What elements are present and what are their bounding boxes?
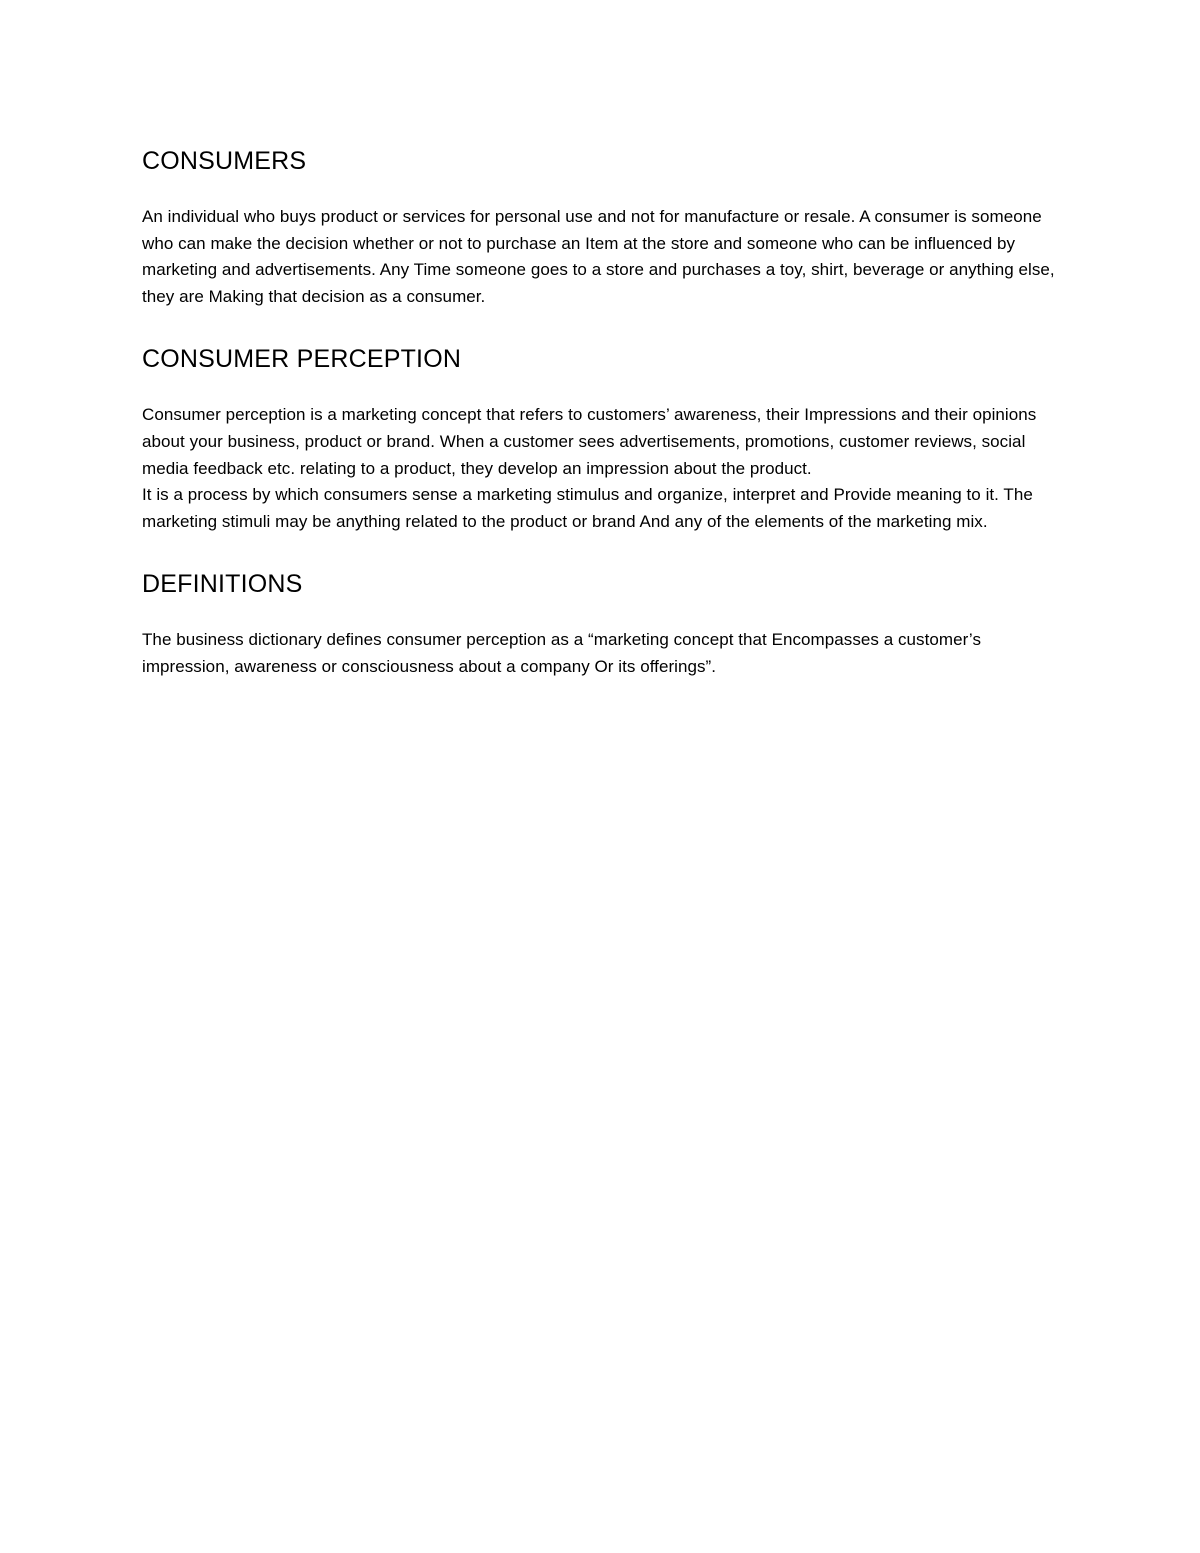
document-page xyxy=(142,140,1072,681)
section-consumers xyxy=(142,140,1072,310)
heading-consumer-perception: CONSUMER PERCEPTION xyxy=(142,345,462,374)
paragraph-consumers-definition: An individual who buys product or services for personal use and not for manufacture or resale. A consumer is someone who can make the decision whether or not to purchase an Item at the store and someone who can be influenced by marketing and advertisements. Any Time someone goes to a store and purchases a toy, shirt, beverage or anything else, they are Making that decision as a consumer. xyxy=(142,207,1055,306)
heading-consumers: CONSUMERS xyxy=(142,147,307,175)
section-consumer-perception xyxy=(142,338,1072,535)
heading-definitions: DEFINITIONS xyxy=(142,570,303,599)
paragraph-perception-concept: Consumer perception is a marketing concept that refers to customers’ awareness, their Impressions and their opinions about your business, product or brand. When a customer sees advertisements, promotions, customer reviews, social media feedback etc. relating to a product, they develop an impression about the product. xyxy=(142,405,1037,478)
section-definitions xyxy=(142,563,1072,680)
paragraph-definitions-dictionary: The business dictionary defines consumer perception as a “marketing concept that Encompasses a customer’s impression, awareness or consciousness about a company Or its offerings”. xyxy=(142,630,981,676)
paragraph-perception-process: It is a process by which consumers sense a marketing stimulus and organize, interpret and Provide meaning to it. The marketing stimuli may be anything related to the product or brand And any of the elements of the marketing mix. xyxy=(142,485,1033,531)
